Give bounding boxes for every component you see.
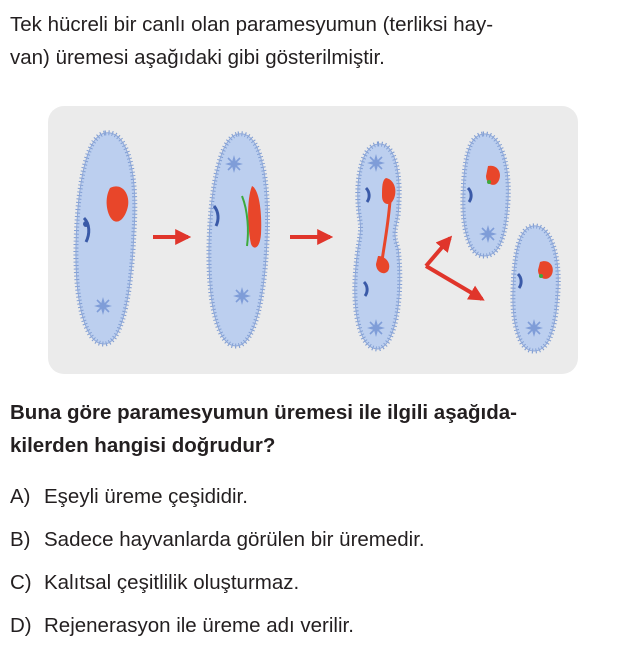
paramecium-stage-2 [209, 134, 268, 346]
option-d-text: Rejenerasyon ile üreme adı verilir. [44, 614, 354, 637]
option-b-letter: B) [10, 528, 31, 551]
option-a-text: Eşeyli üreme çeşididir. [44, 485, 248, 508]
option-a[interactable] [10, 480, 425, 523]
daughter-cell-top [463, 134, 508, 256]
intro-line-2: van) üremesi aşağıdaki gibi gösterilmiştir. [10, 46, 385, 69]
option-c[interactable] [10, 566, 425, 609]
daughter-cell-bottom [513, 226, 558, 351]
option-b-text: Sadece hayvanlarda görülen bir üremedir. [44, 528, 425, 551]
intro-line-1: Tek hücreli bir canlı olan paramesyumun (terliksi hay- [10, 13, 494, 36]
option-c-text: Kalıtsal çeşitlilik oluşturmaz. [44, 571, 300, 594]
intro-text [10, 8, 618, 74]
option-b[interactable] [10, 523, 425, 566]
option-c-letter: C) [10, 571, 32, 594]
paramecium-reproduction-figure [48, 106, 578, 374]
question-line-2: kilerden hangisi doğrudur? [10, 434, 276, 457]
answer-options [10, 480, 425, 652]
question-line-1: Buna göre paramesyumun üremesi ile ilgili aşağıda- [10, 401, 517, 424]
paramecium-stage-1 [76, 133, 135, 344]
paramecium-stage-3 [355, 144, 400, 349]
option-a-letter: A) [10, 485, 31, 508]
option-d-letter: D) [10, 614, 32, 637]
question-text [10, 396, 618, 462]
